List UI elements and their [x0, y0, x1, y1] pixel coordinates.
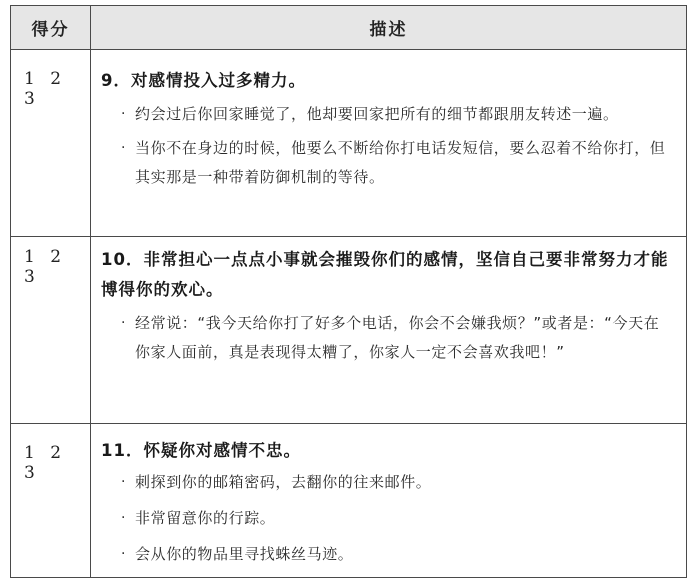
- bullet-dot-icon: ·: [121, 510, 127, 526]
- list-item: [101, 309, 670, 367]
- description-cell: [91, 237, 686, 423]
- bullet-text: 刺探到你的邮箱密码，去翻你的往来邮件。: [135, 473, 432, 491]
- table-header-row: [11, 6, 686, 49]
- description-cell: [91, 424, 686, 577]
- item-title: 10．非常担心一点点小事就会摧毁你们的感情，坚信自己要非常努力才能博得你的欢心。: [101, 250, 669, 299]
- bullet-dot-icon: ·: [121, 546, 127, 562]
- score-options: 1 2 3: [24, 247, 67, 287]
- bullet-text: 约会过后你回家睡觉了，他却要回家把所有的细节都跟朋友转述一遍。: [135, 105, 619, 123]
- bullet-dot-icon: ·: [121, 140, 127, 156]
- score-options: 1 2 3: [24, 443, 67, 483]
- score-options: 1 2 3: [24, 69, 67, 109]
- bullet-text: 非常留意你的行踪。: [135, 509, 276, 527]
- bullet-dot-icon: ·: [121, 315, 127, 331]
- table-row: [11, 236, 686, 423]
- bullet-text: 会从你的物品里寻找蛛丝马迹。: [135, 545, 354, 563]
- bullet-text: 经常说：“我今天给你打了好多个电话，你会不会嫌我烦？”或者是：“今天在你家人面前，真是表现得太糟了，你家人一定不会喜欢我吧！”: [135, 314, 660, 361]
- bullet-text: 当你不在身边的时候，他要么不断给你打电话发短信，要么忍着不给你打，但其实那是一种带着防御机制的等待。: [135, 139, 666, 186]
- score-cell: [11, 237, 91, 423]
- header-description: 描述: [369, 20, 408, 40]
- list-item: [101, 504, 670, 533]
- description-cell: [91, 50, 686, 236]
- score-table: [10, 5, 687, 578]
- item-title: 9．对感情投入过多精力。: [101, 71, 306, 90]
- list-item: [101, 468, 670, 497]
- bullet-dot-icon: ·: [121, 106, 127, 122]
- list-item: [101, 540, 670, 569]
- score-cell: [11, 424, 91, 577]
- list-item: [101, 134, 670, 192]
- bullet-dot-icon: ·: [121, 474, 127, 490]
- item-title: 11．怀疑你对感情不忠。: [101, 441, 301, 460]
- score-cell: [11, 50, 91, 236]
- header-score: 得分: [11, 6, 91, 49]
- list-item: [101, 100, 670, 129]
- table-row: [11, 49, 686, 236]
- table-row: [11, 423, 686, 577]
